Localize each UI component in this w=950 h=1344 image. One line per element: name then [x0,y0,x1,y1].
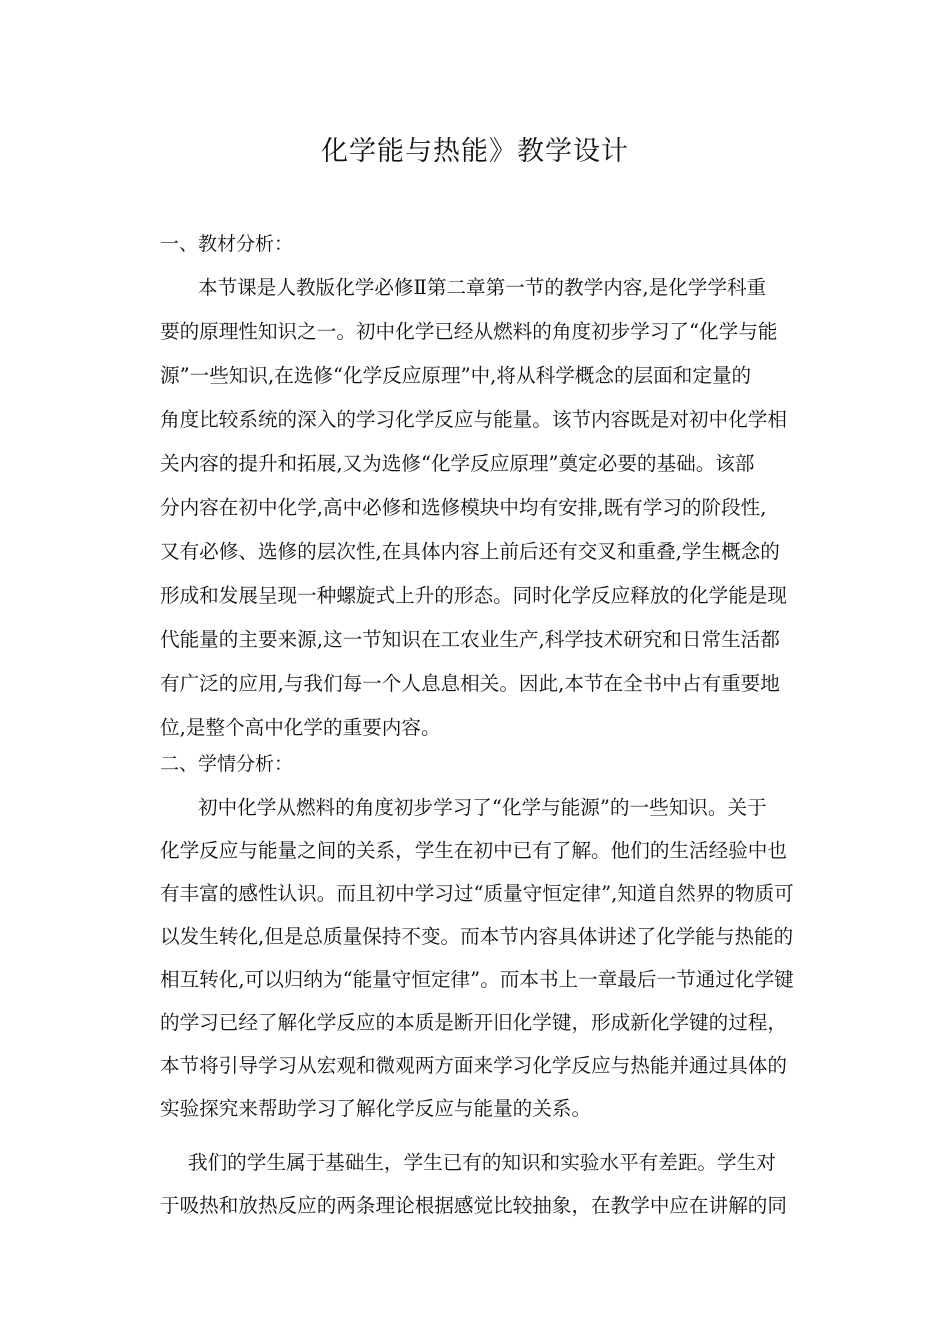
paragraph-line: 相互转化,可以归纳为“能量守恒定律”。而本书上一章最后一节通过化学键 [160,968,794,991]
paragraph-line: 于吸热和放热反应的两条理论根据感觉比较抽象，在教学中应在讲解的同 [160,1194,787,1217]
paragraph-line: 有丰富的感性认识。而且初中学习过“质量守恒定律”,知道自然界的物质可 [160,882,794,905]
paragraph-line: 有广泛的应用,与我们每一个人息息相关。因此,本节在全书中占有重要地 [160,672,780,695]
paragraph-line: 实验探究来帮助学习了解化学反应与能量的关系。 [160,1097,592,1120]
section-heading-student-analysis: 二、学情分析： [160,753,294,775]
paragraph-line: 分内容在初中化学,高中必修和选修模块中均有安排,既有学习的阶段性, [160,496,767,519]
paragraph-line: 以发生转化,但是总质量保持不变。而本节内容具体讲述了化学能与热能的 [160,925,794,948]
paragraph-line: 初中化学从燃料的角度初步学习了“化学与能源”的一些知识。关于 [198,796,767,819]
paragraph-line: 代能量的主要来源,这一节知识在工农业生产,科学技术研究和日常生活都 [160,628,780,651]
paragraph-line: 又有必修、选修的层次性,在具体内容上前后还有交叉和重叠,学生概念的 [160,540,780,563]
paragraph-line: 关内容的提升和拓展,又为选修“化学反应原理”奠定必要的基础。该部 [160,452,755,475]
paragraph-line: 要的原理性知识之一。初中化学已经从燃料的角度初步学习了“化学与能 [160,320,778,343]
paragraph-line: 源”一些知识,在选修“化学反应原理”中,将从科学概念的层面和定量的 [160,364,752,387]
paragraph-line: 本节课是人教版化学必修Ⅱ第二章第一节的教学内容,是化学学科重 [198,276,767,299]
paragraph-line: 位,是整个高中化学的重要内容。 [160,716,441,739]
paragraph-line: 本节将引导学习从宏观和微观两方面来学习化学反应与热能并通过具体的 [160,1054,787,1077]
paragraph-textbook-analysis [160,266,796,750]
paragraph-line: 的学习已经了解化学反应的本质是断开旧化学键，形成新化学键的过程， [160,1011,787,1034]
paragraph-line: 我们的学生属于基础生，学生已有的知识和实验水平有差距。学生对 [188,1151,776,1174]
paragraph-line: 形成和发展呈现一种螺旋式上升的形态。同时化学反应释放的化学能是现 [160,584,787,607]
document-title: 化学能与热能》教学设计 [321,136,629,167]
paragraph-student-level [160,1141,796,1227]
paragraph-line: 化学反应与能量之间的关系，学生在初中已有了解。他们的生活经验中也 [160,839,787,862]
paragraph-student-analysis [160,786,796,1130]
paragraph-line: 角度比较系统的深入的学习化学反应与能量。该节内容既是对初中化学相 [160,408,787,431]
section-heading-textbook-analysis: 一、教材分析： [160,233,294,255]
